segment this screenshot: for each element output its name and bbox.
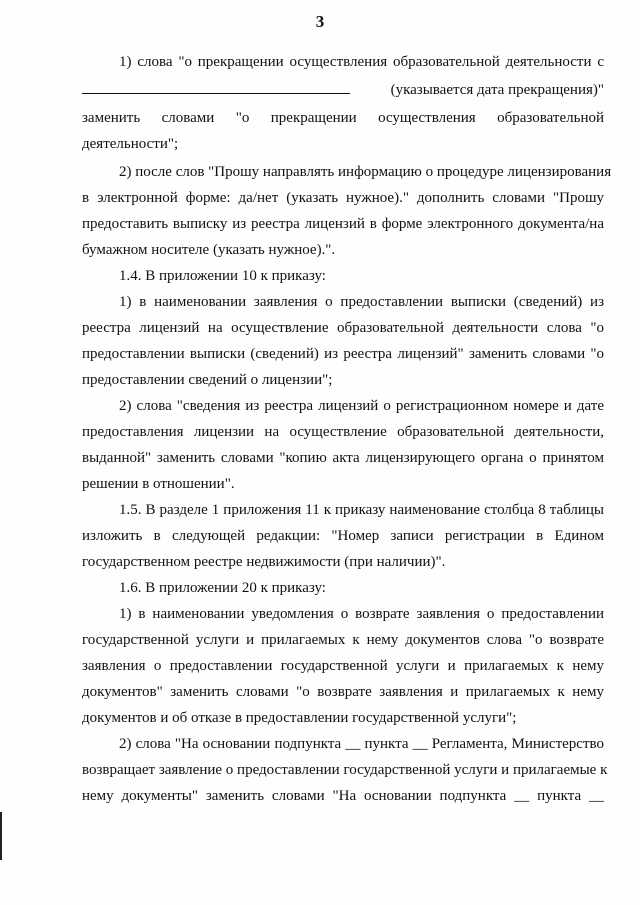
text-line: 2) после слов "Прошу направлять информацию о процедуре лицензирования	[119, 164, 612, 180]
text-line: 1.4. В приложении 10 к приказу:	[119, 268, 326, 284]
text-line: заявления о предоставлении государственной услуги и прилагаемых к нему	[82, 658, 604, 674]
text-line: заменить словами "о прекращении осуществления образовательной	[82, 110, 604, 126]
text-line: реестра лицензий на осуществление образовательной деятельности слова "о	[82, 320, 604, 336]
text-line: нему документы" заменить словами "На основании подпункта __ пункта __	[82, 788, 604, 804]
text-line: возвращает заявление о предоставлении государственной услуги и прилагаемые к	[82, 762, 608, 778]
text-line: предоставить выписку из реестра лицензий в форме электронного документа/на	[82, 216, 604, 232]
text-line: 1.5. В разделе 1 приложения 11 к приказу наименование столбца 8 таблицы	[119, 502, 604, 518]
text-line: бумажном носителе (указать нужное).".	[82, 242, 336, 258]
text-line: изложить в следующей редакции: "Номер записи регистрации в Едином	[82, 528, 604, 544]
scan-edge-mark	[0, 812, 2, 860]
text-line-with-blank	[82, 80, 604, 100]
text-line: 2) слова "сведения из реестра лицензий о регистрационном номере и дате	[119, 398, 604, 414]
text-line: документов и об отказе в предоставлении государственной услуги";	[82, 710, 517, 726]
text-line: государственной услуги и прилагаемых к нему документов слова "о возврате	[82, 632, 604, 648]
text-line: 1.6. В приложении 20 к приказу:	[119, 580, 326, 596]
page-number: 3	[315, 12, 325, 31]
text-line: предоставлении выписки (сведений) из реестра лицензий" заменить словами "о	[82, 346, 604, 362]
text-line: 1) в наименовании заявления о предоставлении выписки (сведений) из	[119, 294, 604, 310]
text-line: 1) в наименовании уведомления о возврате заявления о предоставлении	[119, 606, 604, 622]
text-line: предоставления лицензии на осуществление образовательной деятельности,	[82, 424, 604, 440]
text-line: 2) слова "На основании подпункта __ пункта __ Регламента, Министерство	[119, 736, 604, 752]
text-line: 1) слова "о прекращении осуществления образовательной деятельности с	[119, 54, 604, 70]
text-line: выданной" заменить словами "копию акта лицензирующего органа о принятом	[82, 450, 604, 466]
blank-underline	[82, 81, 350, 94]
text-line: решении в отношении".	[82, 476, 235, 492]
text-line: государственном реестре недвижимости (при наличии)".	[82, 554, 446, 570]
text-line: в электронной форме: да/нет (указать нужное)." дополнить словами "Прошу	[82, 190, 604, 206]
text-fragment: (указывается дата прекращения)"	[390, 82, 604, 98]
text-line: документов" заменить словами "о возврате заявления и прилагаемых к нему	[82, 684, 604, 700]
text-line: деятельности";	[82, 136, 179, 152]
text-line: предоставлении сведений о лицензии";	[82, 372, 333, 388]
